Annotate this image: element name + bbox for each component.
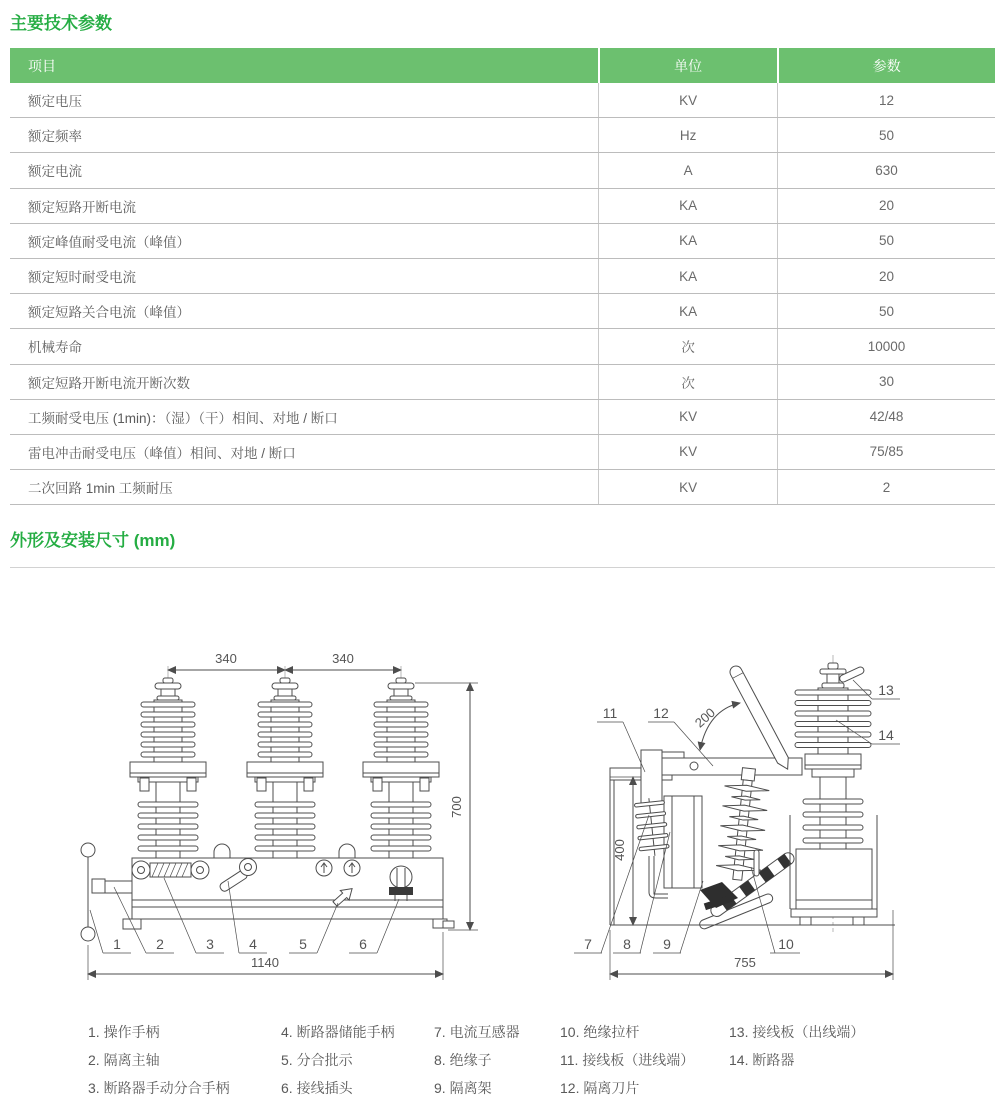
table-cell-value: 50 <box>778 118 995 153</box>
callout-number: 7 <box>584 936 592 952</box>
legend-item: 4. 断路器储能手柄 <box>281 1024 395 1040</box>
legend-item: 2. 隔离主轴 <box>88 1052 160 1068</box>
spec-table-body <box>10 83 995 505</box>
section-divider <box>10 567 995 568</box>
legend-column <box>560 1018 694 1102</box>
table-cell-value: 75/85 <box>778 434 995 469</box>
dimension-label-340-left: 340 <box>215 651 237 666</box>
table-cell-value: 42/48 <box>778 399 995 434</box>
table-row <box>10 434 995 469</box>
callout-number: 11 <box>602 705 618 721</box>
table-cell-unit: Hz <box>599 118 778 153</box>
table-row <box>10 188 995 223</box>
dimension-label-1140: 1140 <box>251 955 279 970</box>
table-cell-unit: KA <box>599 223 778 258</box>
callout-number: 5 <box>299 936 307 952</box>
table-cell-item: 二次回路 1min 工频耐压 <box>10 470 599 505</box>
column-header-unit: 单位 <box>599 48 778 83</box>
table-cell-value: 10000 <box>778 329 995 364</box>
table-cell-unit: KA <box>599 258 778 293</box>
table-row <box>10 294 995 329</box>
dimension-label-400: 400 <box>612 839 627 861</box>
callout-number: 13 <box>878 682 894 698</box>
column-header-value: 参数 <box>778 48 995 83</box>
table-row <box>10 329 995 364</box>
table-cell-value: 2 <box>778 470 995 505</box>
front-view-drawing <box>81 651 478 980</box>
table-row <box>10 83 995 118</box>
callout-number: 4 <box>249 936 257 952</box>
table-cell-item: 工频耐受电压 (1min)：（湿）（干）相间、对地 / 断口 <box>10 399 599 434</box>
table-cell-item: 额定短时耐受电流 <box>10 258 599 293</box>
table-cell-item: 额定短路开断电流开断次数 <box>10 364 599 399</box>
table-cell-unit: 次 <box>599 329 778 364</box>
callout-number: 8 <box>623 936 631 952</box>
legend-item: 3. 断路器手动分合手柄 <box>88 1080 230 1096</box>
table-cell-value: 630 <box>778 153 995 188</box>
table-cell-unit: KV <box>599 83 778 118</box>
legend-item: 6. 接线插头 <box>281 1080 353 1096</box>
legend-item: 14. 断路器 <box>729 1052 795 1068</box>
legend-column <box>729 1018 864 1074</box>
table-cell-unit: A <box>599 153 778 188</box>
table-cell-unit: KV <box>599 434 778 469</box>
table-cell-item: 额定电压 <box>10 83 599 118</box>
table-cell-unit: 次 <box>599 364 778 399</box>
section-title-dimensions: 外形及安装尺寸 (mm) <box>10 531 176 550</box>
callout-number: 3 <box>206 936 214 952</box>
table-cell-value: 50 <box>778 294 995 329</box>
table-row <box>10 223 995 258</box>
legend-column <box>88 1018 230 1102</box>
callout-number: 2 <box>156 936 164 952</box>
table-row <box>10 399 995 434</box>
legend-item: 1. 操作手柄 <box>88 1024 160 1040</box>
table-cell-value: 20 <box>778 188 995 223</box>
spec-table-head <box>10 48 995 83</box>
table-cell-item: 额定短路开断电流 <box>10 188 599 223</box>
table-cell-unit: KA <box>599 188 778 223</box>
table-cell-item: 雷电冲击耐受电压（峰值）相间、对地 / 断口 <box>10 434 599 469</box>
dimension-label-755: 755 <box>734 955 756 970</box>
callout-number: 14 <box>878 727 894 743</box>
table-cell-unit: KA <box>599 294 778 329</box>
callout-number: 9 <box>663 936 671 952</box>
table-cell-item: 额定峰值耐受电流（峰值） <box>10 223 599 258</box>
table-cell-item: 额定频率 <box>10 118 599 153</box>
table-row <box>10 258 995 293</box>
table-row <box>10 118 995 153</box>
dimension-label-340-right: 340 <box>332 651 354 666</box>
table-cell-value: 12 <box>778 83 995 118</box>
table-row <box>10 153 995 188</box>
table-cell-unit: KV <box>599 399 778 434</box>
column-header-item: 项目 <box>10 48 599 83</box>
table-cell-unit: KV <box>599 470 778 505</box>
side-view-drawing <box>574 655 900 980</box>
legend-item: 5. 分合批示 <box>281 1052 353 1068</box>
dimension-label-700: 700 <box>449 796 464 818</box>
legend-column <box>434 1018 520 1102</box>
legend-column <box>281 1018 395 1102</box>
table-cell-item: 额定短路关合电流（峰值） <box>10 294 599 329</box>
technical-drawing <box>0 600 1000 1012</box>
callout-number: 6 <box>359 936 367 952</box>
table-cell-value: 30 <box>778 364 995 399</box>
dimension-label-200: 200 <box>691 704 719 731</box>
section-title-parameters: 主要技术参数 <box>10 14 112 33</box>
table-cell-item: 机械寿命 <box>10 329 599 364</box>
legend-item: 12. 隔离刀片 <box>560 1080 640 1096</box>
legend-item: 13. 接线板（出线端） <box>729 1024 865 1040</box>
table-cell-item: 额定电流 <box>10 153 599 188</box>
table-cell-value: 50 <box>778 223 995 258</box>
table-cell-value: 20 <box>778 258 995 293</box>
callout-number: 12 <box>653 705 669 721</box>
callout-number: 10 <box>778 936 794 952</box>
legend-item: 11. 接线板（进线端） <box>560 1052 695 1068</box>
callout-number: 1 <box>113 936 121 952</box>
legend-item: 10. 绝缘拉杆 <box>560 1024 640 1040</box>
spec-table <box>10 48 995 505</box>
legend-item: 8. 绝缘子 <box>434 1052 492 1068</box>
table-row <box>10 364 995 399</box>
legend-item: 9. 隔离架 <box>434 1080 492 1096</box>
legend-item: 7. 电流互感器 <box>434 1024 520 1040</box>
table-row <box>10 470 995 505</box>
